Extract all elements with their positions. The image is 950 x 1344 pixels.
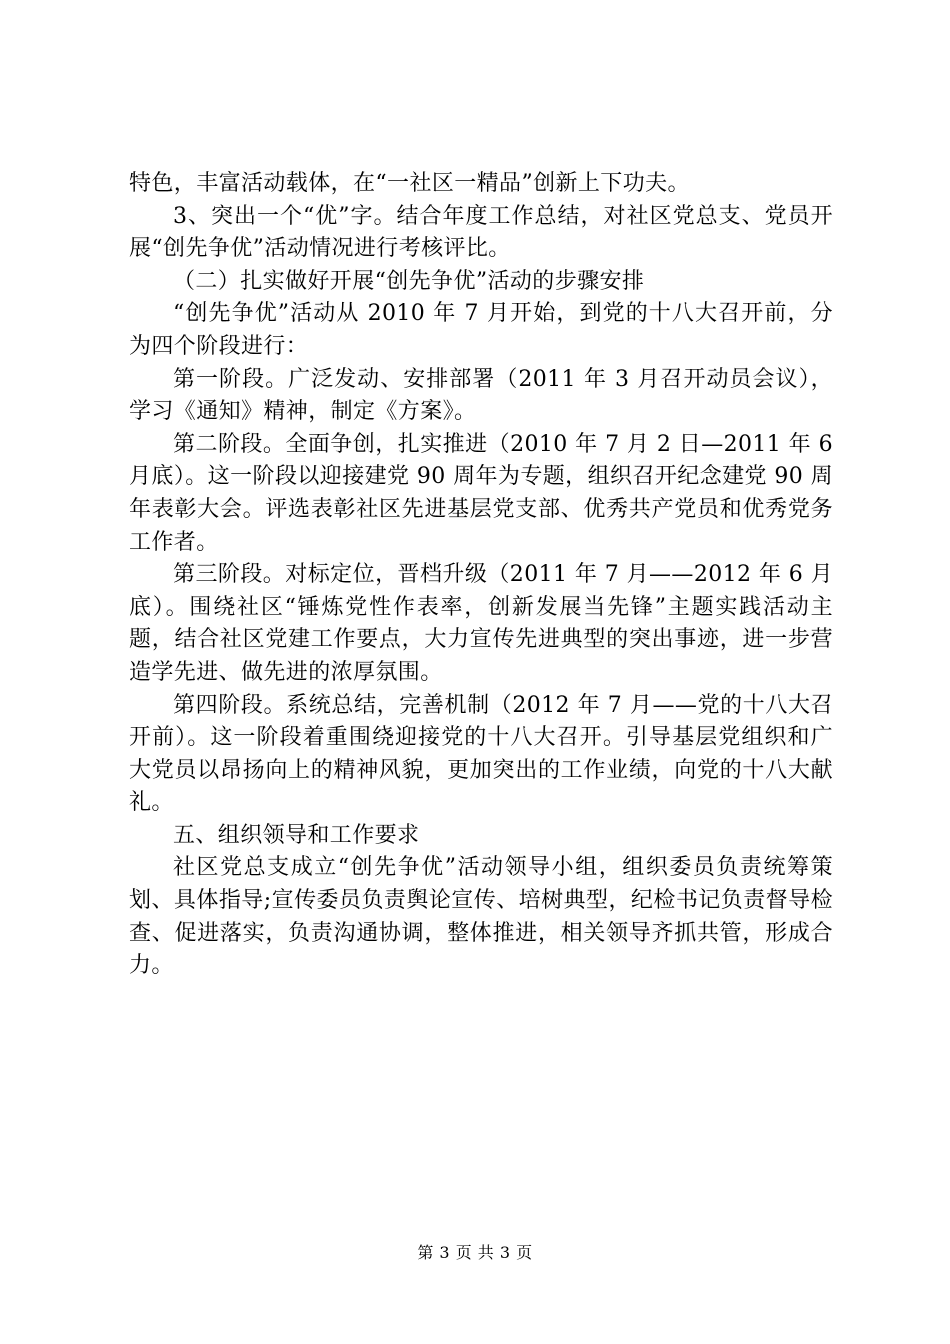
paragraph-leadership: 社区党总支成立“创先争优”活动领导小组，组织委员负责统筹策划、具体指导;宣传委员负责舆论宣传、培树典型，纪检书记负责督导检查、促进落实，负责沟通协调，整体推进，相关领导齐抓共管，形成合力。 xyxy=(129,855,833,979)
paragraph-stage-2: 第二阶段。全面争创，扎实推进（2010 年 7 月 2 日—2011 年 6 月底）。这一阶段以迎接建党 90 周年为专题，组织召开纪念建党 90 周年表彰大会。评选表彰社区先进基层党支部、优秀共产党员和优秀党务工作者。 xyxy=(129,431,833,555)
section-heading-five: 五、组织领导和工作要求 xyxy=(173,822,420,848)
paragraph-stage-1: 第一阶段。广泛发动、安排部署（2011 年 3 月召开动员会议），学习《通知》精神，制定《方案》。 xyxy=(129,366,833,425)
subheading-steps: （二）扎实做好开展“创先争优”活动的步骤安排 xyxy=(173,268,645,294)
paragraph-stage-3: 第三阶段。对标定位，晋档升级（2011 年 7 月——2012 年 6 月底）。围绕社区“锤炼党性作表率，创新发展当先锋”主题实践活动主题，结合社区党建工作要点，大力宣传先进典型的突出事迹，进一步营造学先进、做先进的浓厚氛围。 xyxy=(129,562,833,685)
paragraph-stage-4: 第四阶段。系统总结，完善机制（2012 年 7 月——党的十八大召开前）。这一阶段着重围绕迎接党的十八大召开。引导基层党组织和广大党员以昂扬向上的精神风貌，更加突出的工作业绩，向党的十八大献礼。 xyxy=(129,692,833,816)
paragraph-stages-intro: “创先争优”活动从 2010 年 7 月开始，到党的十八大召开前，分为四个阶段进行： xyxy=(129,301,833,359)
paragraph-continuation: 特色，丰富活动载体，在“一社区一精品”创新上下功夫。 xyxy=(129,171,690,196)
document-body xyxy=(129,168,833,983)
paragraph-item-3: 3、突出一个“优”字。结合年度工作总结，对社区党总支、党员开展“创先争优”活动情况进行考核评比。 xyxy=(129,203,833,262)
page-number-footer: 第 3 页 共 3 页 xyxy=(417,1243,533,1262)
